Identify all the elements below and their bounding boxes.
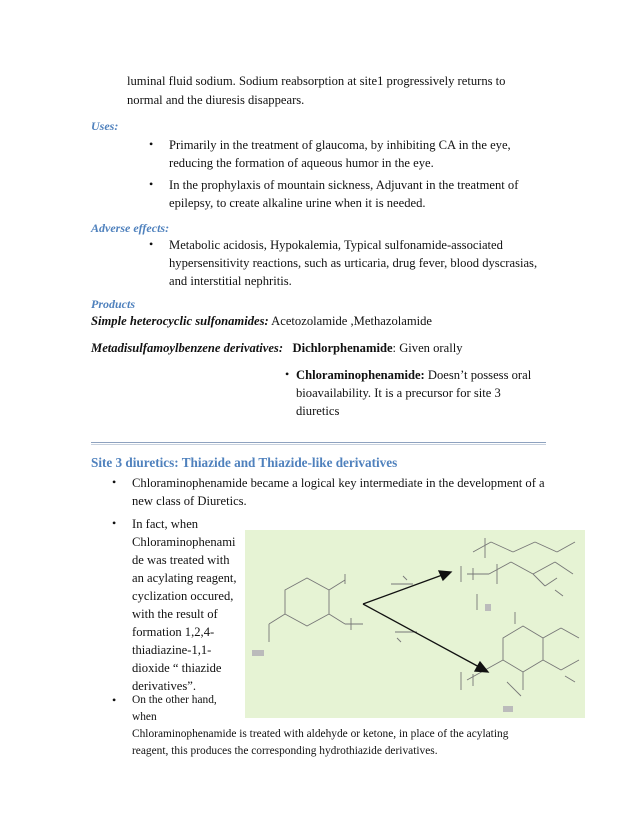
site3-bullet-3-line-1: On the other hand, bbox=[132, 694, 217, 706]
site3-bullet-2-line: de was treated with bbox=[132, 553, 230, 567]
site3-bullet-1-line-1: Chloraminophenamide became a logical key intermediate in the development of a bbox=[132, 476, 545, 490]
product-label-mark bbox=[503, 706, 513, 712]
products-heading: Products bbox=[91, 297, 136, 311]
site3-bullet-2-line: cyclization occured, bbox=[132, 589, 234, 603]
site3-bullet-2-line: an acylating reagent, bbox=[132, 571, 237, 585]
simple-sulfonamides-label: Simple heterocyclic sulfonamides: bbox=[91, 314, 269, 328]
site3-bullet-2-line: Chloraminophenami bbox=[132, 535, 236, 549]
arrow-head-down bbox=[475, 662, 488, 672]
chloraminophenamide-line-2: bioavailability. It is a precursor for site 3 bbox=[296, 386, 501, 400]
site3-bullet-2-line: with the result of bbox=[132, 607, 218, 621]
dichlorphenamide-name: Dichlorphenamide bbox=[292, 341, 393, 355]
section-divider-shadow bbox=[91, 444, 546, 445]
bullet-icon: • bbox=[149, 177, 154, 191]
bullet-icon: • bbox=[285, 367, 290, 381]
site3-bullet-2-line: In fact, when bbox=[132, 517, 199, 531]
reaction-scheme-drawing bbox=[245, 530, 585, 718]
bullet-icon: • bbox=[112, 516, 117, 530]
dichlorphenamide-value: : Given orally bbox=[392, 341, 463, 355]
site3-bullet-3-line-2: when bbox=[132, 711, 157, 723]
adverse-line-3: and interstitial nephritis. bbox=[169, 274, 292, 288]
uses-item-1-line-2: reducing the formation of aqueous humor in the eye. bbox=[169, 156, 434, 170]
simple-sulfonamides-value: Acetozolamide ,Methazolamide bbox=[268, 314, 433, 328]
adverse-line-2: hypersensitivity reactions, such as urticaria, drug fever, blood dyscrasias, bbox=[169, 256, 538, 270]
bullet-icon: • bbox=[112, 475, 117, 489]
product-benzene-ring bbox=[503, 626, 543, 672]
reaction-scheme-figure bbox=[245, 530, 585, 718]
site3-bullet-2-line: formation 1,2,4- bbox=[132, 625, 215, 639]
site3-bullet-3-line-3: Chloraminophenamide is treated with aldehyde or ketone, in place of the acylating bbox=[132, 728, 509, 740]
uses-item-2-line-2: epilepsy, to create alkaline urine when it is needed. bbox=[169, 196, 426, 210]
bullet-icon: • bbox=[149, 237, 154, 251]
section-divider bbox=[91, 442, 546, 443]
reaction-arrow-down bbox=[363, 604, 481, 668]
site3-bullet-2-line: dioxide “ thiazide bbox=[132, 661, 222, 675]
reaction-arrow-up bbox=[363, 574, 445, 604]
chloraminophenamide-name: Chloraminophenamide: bbox=[296, 368, 425, 382]
adverse-line-1: Metabolic acidosis, Hypokalemia, Typical sulfonamide-associated bbox=[169, 238, 503, 252]
bullet-icon: • bbox=[112, 693, 117, 707]
site3-bullet-2-line: derivatives”. bbox=[132, 679, 196, 693]
chloraminophenamide-line-3: diuretics bbox=[296, 404, 340, 418]
simple-sulfonamides-line bbox=[91, 312, 432, 330]
site3-heading: Site 3 diuretics: Thiazide and Thiazide-like derivatives bbox=[91, 455, 398, 470]
uses-item-2-line-1: In the prophylaxis of mountain sickness, Adjuvant in the treatment of bbox=[169, 178, 519, 192]
arrow-head-up bbox=[439, 571, 451, 580]
starting-benzene-ring bbox=[285, 578, 329, 626]
site3-bullet-2 bbox=[132, 515, 247, 695]
chloraminophenamide-line-1 bbox=[296, 366, 531, 384]
metadisulfamoyl-label: Metadisulfamoylbenzene derivatives: bbox=[91, 341, 284, 355]
product-label-mark bbox=[252, 650, 264, 656]
product-label-mark bbox=[485, 604, 491, 611]
adverse-heading: Adverse effects: bbox=[91, 221, 170, 235]
intro-line-2: normal and the diuresis disappears. bbox=[127, 93, 305, 107]
uses-item-1-line-1: Primarily in the treatment of glaucoma, by inhibiting CA in the eye, bbox=[169, 138, 511, 152]
intro-line-1: luminal fluid sodium. Sodium reabsorption at site1 progressively returns to bbox=[127, 74, 506, 88]
bullet-icon: • bbox=[149, 137, 154, 151]
site3-bullet-2-line: thiadiazine-1,1- bbox=[132, 643, 212, 657]
site3-bullet-1-line-2: new class of Diuretics. bbox=[132, 494, 247, 508]
metadisulfamoyl-line bbox=[91, 339, 463, 357]
uses-heading: Uses: bbox=[91, 119, 119, 133]
site3-bullet-3-line-4: reagent, this produces the corresponding hydrothiazide derivatives. bbox=[132, 745, 438, 757]
chloraminophenamide-text-1: Doesn’t possess oral bbox=[424, 368, 532, 382]
